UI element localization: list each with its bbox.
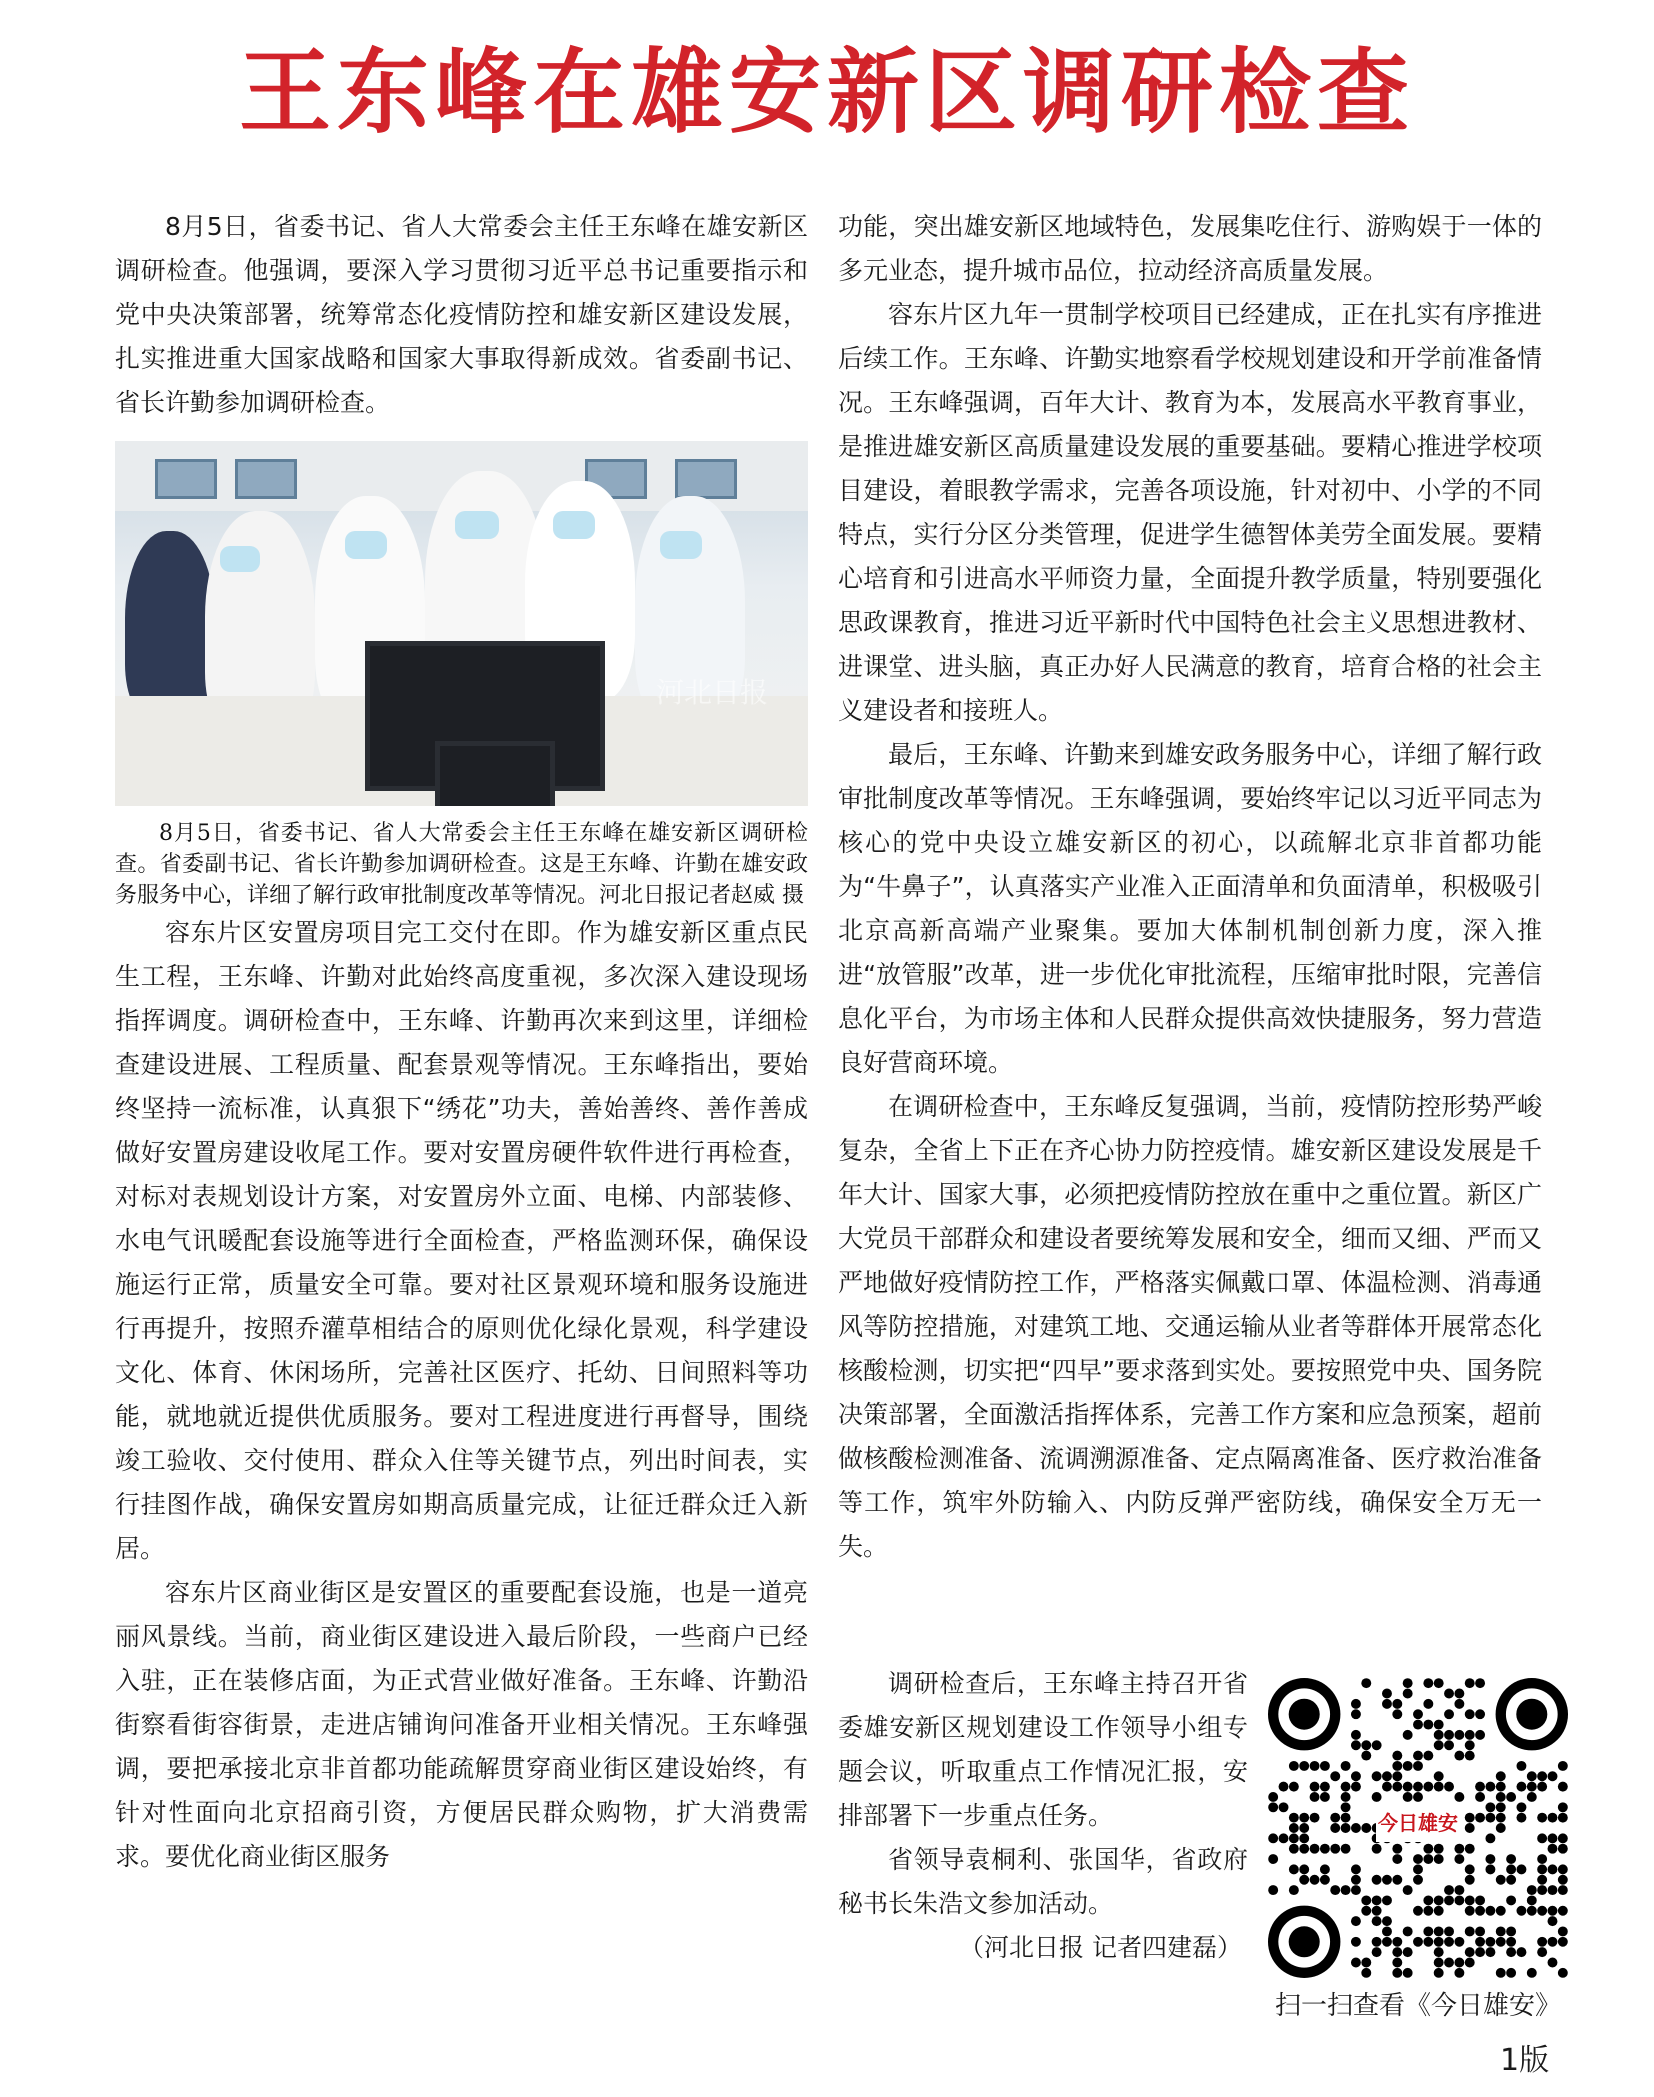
qr-center-label: 今日雄安 xyxy=(1378,1811,1458,1835)
paragraph: 容东片区商业街区是安置区的重要配套设施，也是一道亮丽风景线。当前，商业街区建设进入最后阶段，一些商户已经入驻，正在装修店面，为正式营业做好准备。王东峰、许勤沿街察看街容街景，走进店铺询问准备开业相关情况。王东峰强调，要把承接北京非首都功能疏解贯穿商业街区建设始终，有针对性面向北京招商引资，方便居民群众购物，扩大消费需求。要优化商业街区服务 xyxy=(115,1578,808,1871)
page-number: 1版 xyxy=(1500,2043,1550,2078)
paragraph: 最后，王东峰、许勤来到雄安政务服务中心，详细了解行政审批制度改革等情况。王东峰强调，要始终牢记以习近平同志为核心的党中央设立雄安新区的初心，以疏解北京非首都功能为“牛鼻子”，认真落实产业准入正面清单和负面清单，积极吸引北京高新高端产业聚集。要加大体制机制创新力度，深入推进“放管服”改革，进一步优化审批流程，压缩审批时限，完善信息化平台，为市场主体和人民群众提供高效快捷服务，努力营造良好营商环境。 xyxy=(838,740,1542,1077)
byline: （河北日报 记者四建磊） xyxy=(959,1933,1242,1962)
qr-caption: 扫一扫查看《今日雄安》 xyxy=(1274,1991,1561,2021)
continued-paragraph: 功能，突出雄安新区地域特色，发展集吃住行、游购娱于一体的多元业态，提升城市品位，拉动经济高质量发展。 xyxy=(838,212,1542,285)
left-column xyxy=(115,205,808,1879)
paragraph: 省领导袁桐利、张国华，省政府秘书长朱浩文参加活动。 xyxy=(838,1845,1248,1918)
qr-code-graphic xyxy=(1268,1678,1568,1978)
paragraph: 在调研检查中，王东峰反复强调，当前，疫情防控形势严峻复杂，全省上下正在齐心协力防控疫情。雄安新区建设发展是千年大计、国家大事，必须把疫情防控放在重中之重位置。新区广大党员干部群众和建设者要统筹发展和安全，细而又细、严而又严地做好疫情防控工作，严格落实佩戴口罩、体温检测、消毒通风等防控措施，对建筑工地、交通运输从业者等群体开展常态化核酸检测，切实把“四早”要求落到实处。要按照党中央、国务院决策部署，全面激活指挥体系，完善工作方案和应急预案，超前做核酸检测准备、流调溯源准备、定点隔离准备、医疗救治准备等工作，筑牢外防输入、内防反弹严密防线，确保安全万无一失。 xyxy=(838,1092,1542,1561)
paragraph: 容东片区九年一贯制学校项目已经建成，正在扎实有序推进后续工作。王东峰、许勤实地察看学校规划建设和开学前准备情况。王东峰强调，百年大计、教育为本，发展高水平教育事业，是推进雄安新区高质量建设发展的重要基础。要精心推进学校项目建设，着眼教学需求，完善各项设施，针对初中、小学的不同特点，实行分区分类管理，促进学生德智体美劳全面发展。要精心培育和引进高水平师资力量，全面提升教学质量，特别要强化思政课教育，推进习近平新时代中国特色社会主义思想进教材、进课堂、进头脑，真正办好人民满意的教育，培育合格的社会主义建设者和接班人。 xyxy=(838,300,1542,725)
paragraph: 调研检查后，王东峰主持召开省委雄安新区规划建设工作领导小组专题会议，听取重点工作情况汇报，安排部署下一步重点任务。 xyxy=(838,1669,1248,1830)
closing-column xyxy=(838,1662,1248,1970)
right-column xyxy=(838,205,1542,1569)
paragraph: 容东片区安置房项目完工交付在即。作为雄安新区重点民生工程，王东峰、许勤对此始终高度重视，多次深入建设现场指挥调度。调研检查中，王东峰、许勤再次来到这里，详细检查建设进展、工程质量、配套景观等情况。王东峰指出，要始终坚持一流标准，认真狠下“绣花”功夫，善始善终、善作善成做好安置房建设收尾工作。要对安置房硬件软件进行再检查，对标对表规划设计方案，对安置房外立面、电梯、内部装修、水电气讯暖配套设施等进行全面检查，严格监测环保，确保设施运行正常，质量安全可靠。要对社区景观环境和服务设施进行再提升，按照乔灌草相结合的原则优化绿化景观，科学建设文化、体育、休闲场所，完善社区医疗、托幼、日间照料等功能，就地就近提供优质服务。要对工程进度进行再督导，围绕竣工验收、交付使用、群众入住等关键节点，列出时间表，实行挂图作战，确保安置房如期高质量完成，让征迁群众迁入新居。 xyxy=(115,918,808,1563)
news-photo: 河北日报 xyxy=(115,441,808,806)
photo-caption: 8月5日，省委书记、省人大常委会主任王东峰在雄安新区调研检查。省委副书记、省长许勤参加调研检查。这是王东峰、许勤在雄安政务服务中心，详细了解行政审批制度改革等情况。河北日报记者赵威 摄 xyxy=(115,821,808,908)
lead-paragraph: 8月5日，省委书记、省人大常委会主任王东峰在雄安新区调研检查。他强调，要深入学习贯彻习近平总书记重要指示和党中央决策部署，统筹常态化疫情防控和雄安新区建设发展，扎实推进重大国家战略和国家大事取得新成效。省委副书记、省长许勤参加调研检查。 xyxy=(115,212,808,417)
qr-code[interactable] xyxy=(1268,1678,1568,1978)
headline: 王东峰在雄安新区调研检查 xyxy=(238,38,1415,146)
